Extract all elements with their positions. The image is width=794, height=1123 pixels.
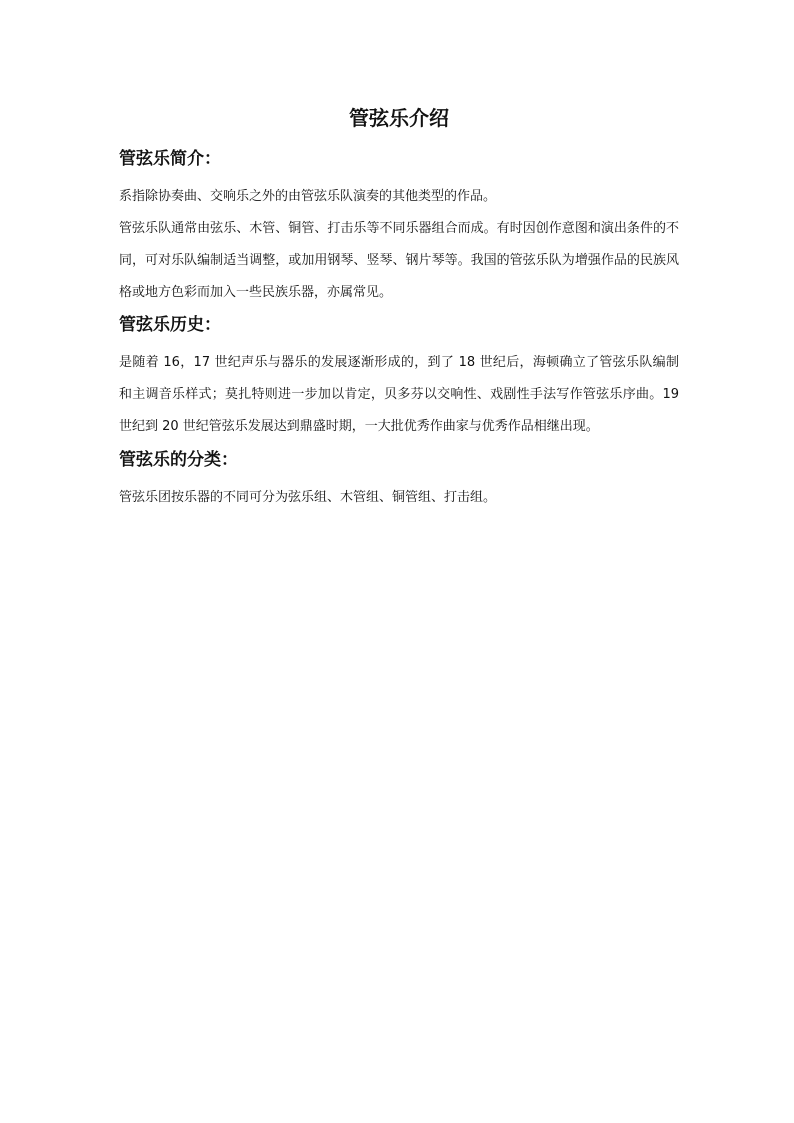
section-heading: 管弦乐的分类： bbox=[119, 450, 238, 470]
section-history bbox=[119, 313, 679, 443]
section-classification bbox=[119, 448, 679, 514]
section-introduction bbox=[119, 147, 679, 309]
paragraph: 系指除协奏曲、交响乐之外的由管弦乐队演奏的其他类型的作品。 bbox=[119, 189, 497, 204]
section-heading: 管弦乐简介： bbox=[119, 149, 221, 169]
paragraph: 管弦乐团按乐器的不同可分为弦乐组、木管组、铜管组、打击组。 bbox=[119, 490, 497, 505]
paragraph: 是随着 16，17 世纪声乐与器乐的发展逐渐形成的，到了 18 世纪后，海顿确立了管弦乐队编制和主调音乐样式；莫扎特则进一步加以肯定，贝多芬以交响性、戏剧性手法写作管弦乐序曲。19 世纪到 20 世纪管弦乐发展达到鼎盛时期，一大批优秀作曲家与优秀作品相继出现。 bbox=[119, 355, 679, 434]
section-heading: 管弦乐历史： bbox=[119, 315, 221, 335]
document-title: 管弦乐介绍 bbox=[349, 106, 449, 130]
paragraph: 管弦乐队通常由弦乐、木管、铜管、打击乐等不同乐器组合而成。有时因创作意图和演出条件的不同，可对乐队编制适当调整，或加用钢琴、竖琴、钢片琴等。我国的管弦乐队为增强作品的民族风格或地方色彩而加入一些民族乐器，亦属常见。 bbox=[119, 221, 679, 300]
